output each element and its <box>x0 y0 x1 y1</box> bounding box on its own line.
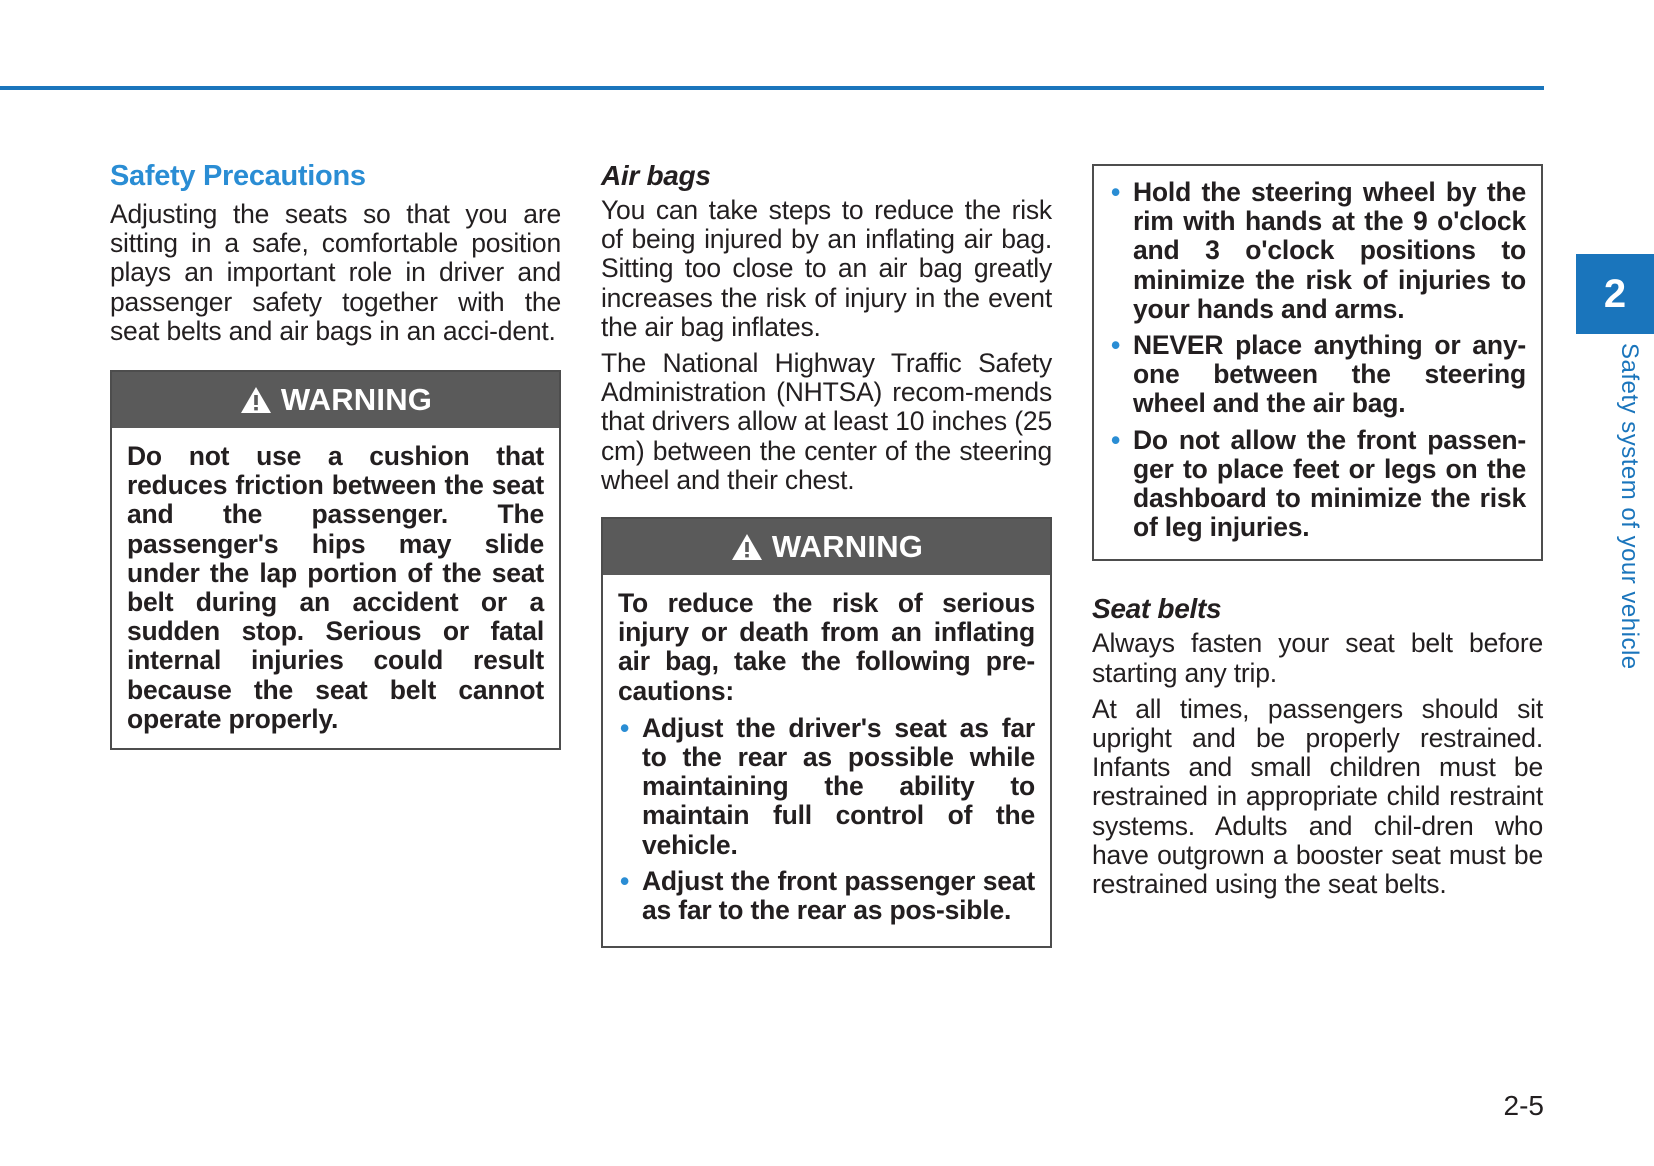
column-middle <box>601 158 1052 948</box>
bullet-dot-icon: • <box>1111 424 1121 455</box>
list-item <box>618 714 1035 860</box>
bullet-dot-icon: • <box>1111 177 1121 207</box>
column-left <box>110 158 561 750</box>
bullet-text: Hold the steering wheel by the rim with hands at the 9 o'clock and 3 o'clock positions to minimize the risk of injuries to your hands and arms. <box>1133 177 1526 324</box>
warning-intro: To reduce the risk of serious injury or death from an inflating air bag, take the following pre-cautions: <box>618 588 1035 706</box>
warning-body <box>112 428 559 748</box>
list-item <box>1109 178 1526 324</box>
chapter-tab[interactable] <box>1576 254 1654 334</box>
bullet-dot-icon: • <box>620 712 630 743</box>
bullet-dot-icon: • <box>1111 330 1121 361</box>
warning-text: Do not use a cushion that reduces friction between the seat and the passenger. The passenger's hips may slide under the lap portion of the seat belt during an accident or a sudden stop. Serious or fatal internal injuries could result because the seat belt cannot operate properly. <box>127 441 544 734</box>
warning-bullet-list <box>618 714 1035 925</box>
bullet-text: Adjust the front passenger seat as far to the rear as pos-sible. <box>642 865 1035 926</box>
column-right <box>1092 164 1543 906</box>
section-title: Safety Precautions <box>110 160 366 192</box>
warning-label: WARNING <box>771 529 924 565</box>
section-intro: Adjusting the seats so that you are sitting in a safe, comfortable position plays an important role in driver and passenger safety together with the seat belts and air bags in an acci-dent. <box>110 199 561 346</box>
list-item <box>1109 331 1526 419</box>
warning-header <box>112 372 559 428</box>
page-number: 2-5 <box>1503 1090 1544 1121</box>
seatbelts-title: Seat belts <box>1092 593 1222 625</box>
warning-box-cushion <box>110 370 561 750</box>
list-item <box>618 867 1035 925</box>
airbags-para-1: You can take steps to reduce the risk of being injured by an inflating air bag. Sitting too close to an air bag greatly increases the risk of injury in the event the air bag inflates. <box>601 195 1052 342</box>
warning-continuation-box <box>1092 164 1543 561</box>
list-item <box>1109 426 1526 543</box>
bullet-text: Do not allow the front passen-ger to place feet or legs on the dashboard to minimize the risk of leg injuries. <box>1133 424 1526 543</box>
header-rule <box>0 86 1544 90</box>
bullet-text: NEVER place anything or any-one between the steering wheel and the air bag. <box>1133 330 1526 419</box>
chapter-label: Safety system of your vehicle <box>1616 343 1643 670</box>
warning-triangle-icon <box>730 532 764 562</box>
warning-triangle-icon <box>239 385 273 415</box>
warning-header <box>603 519 1050 575</box>
bullet-dot-icon: • <box>620 865 630 896</box>
airbags-title: Air bags <box>601 160 711 191</box>
warning-label: WARNING <box>280 382 433 418</box>
airbags-para-2: The National Highway Traffic Safety Administration (NHTSA) recom-mends that drivers allow at least 10 inches (25 cm) between the center of the steering wheel and their chest. <box>601 348 1052 495</box>
chapter-number: 2 <box>1603 271 1627 316</box>
seatbelts-para-1: Always fasten your seat belt before starting any trip. <box>1092 628 1543 688</box>
bullet-text: Adjust the driver's seat as far to the rear as possible while maintaining the ability to maintain full control of the vehicle. <box>642 712 1035 860</box>
warning-bullet-list <box>1109 178 1526 542</box>
warning-box-airbag <box>601 517 1052 948</box>
warning-body <box>603 575 1050 946</box>
seatbelts-para-2: At all times, passengers should sit upright and be properly restrained. Infants and small children must be restrained in appropriate child restraint systems. Adults and chil-dren who have outgrown a booster seat must be restrained using the seat belts. <box>1092 693 1543 900</box>
